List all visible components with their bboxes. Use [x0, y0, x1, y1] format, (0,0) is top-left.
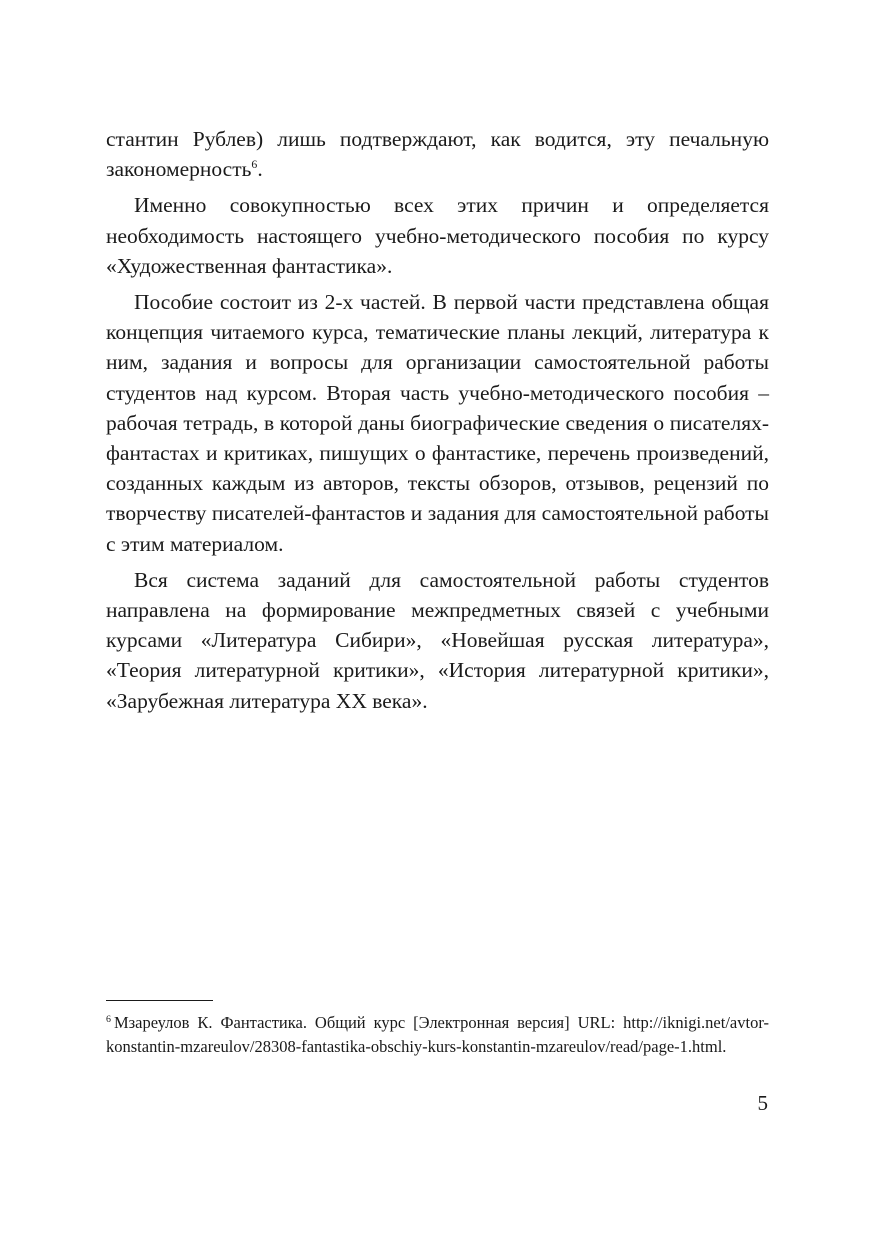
footnote-mark: 6 [106, 1013, 111, 1025]
footnote-text[interactable]: Мзареулов К. Фантастика. Общий курс [Электронная версия] URL: http://iknigi.net/avtor-konstantin-mzareulov/28308-fantastika-obschiy-kurs-konstantin-mzareulov/read/page-1.html. [106, 1013, 769, 1056]
paragraph-tail: . [257, 157, 263, 182]
paragraph: Именно совокупностью всех этих причин и определяется необходимость настоящего учебно-методического пособия по курсу «Художественная фантастика». [106, 193, 769, 278]
footnote-reference[interactable]: 6 [251, 157, 258, 172]
footnotes [106, 1000, 769, 1059]
footnote-divider [106, 1000, 213, 1001]
page-number: 5 [757, 1091, 768, 1115]
paragraph-text: стантин Рублев) лишь подтверждают, как водится, эту печальную закономерность [106, 127, 769, 182]
paragraph: Пособие состоит из 2-х частей. В первой части представлена общая концепция читаемого курса, тематические планы лекций, литература к ним, задания и вопросы для организации самостоятельной работы студентов над курсом. Вторая часть учебно-методического пособия – рабочая тетрадь, в которой даны биографические сведения о писателях-фантастах и критиках, пишущих о фантастике, перечень произведений, созданных каждым из авторов, тексты обзоров, отзывов, рецензий по творчеству писателей-фантастов и задания для самостоятельной работы с этим материалом. [106, 290, 769, 556]
paragraph: Вся система заданий для самостоятельной работы студентов направлена на формирование межпредметных связей с учебными курсами «Литература Сибири», «Новейшая русская литература», «Теория литературной критики», «История литературной критики», «Зарубежная литература XX века». [106, 567, 769, 713]
page-body [106, 124, 769, 722]
paragraph-continued [106, 124, 769, 184]
footnote [106, 1011, 769, 1059]
